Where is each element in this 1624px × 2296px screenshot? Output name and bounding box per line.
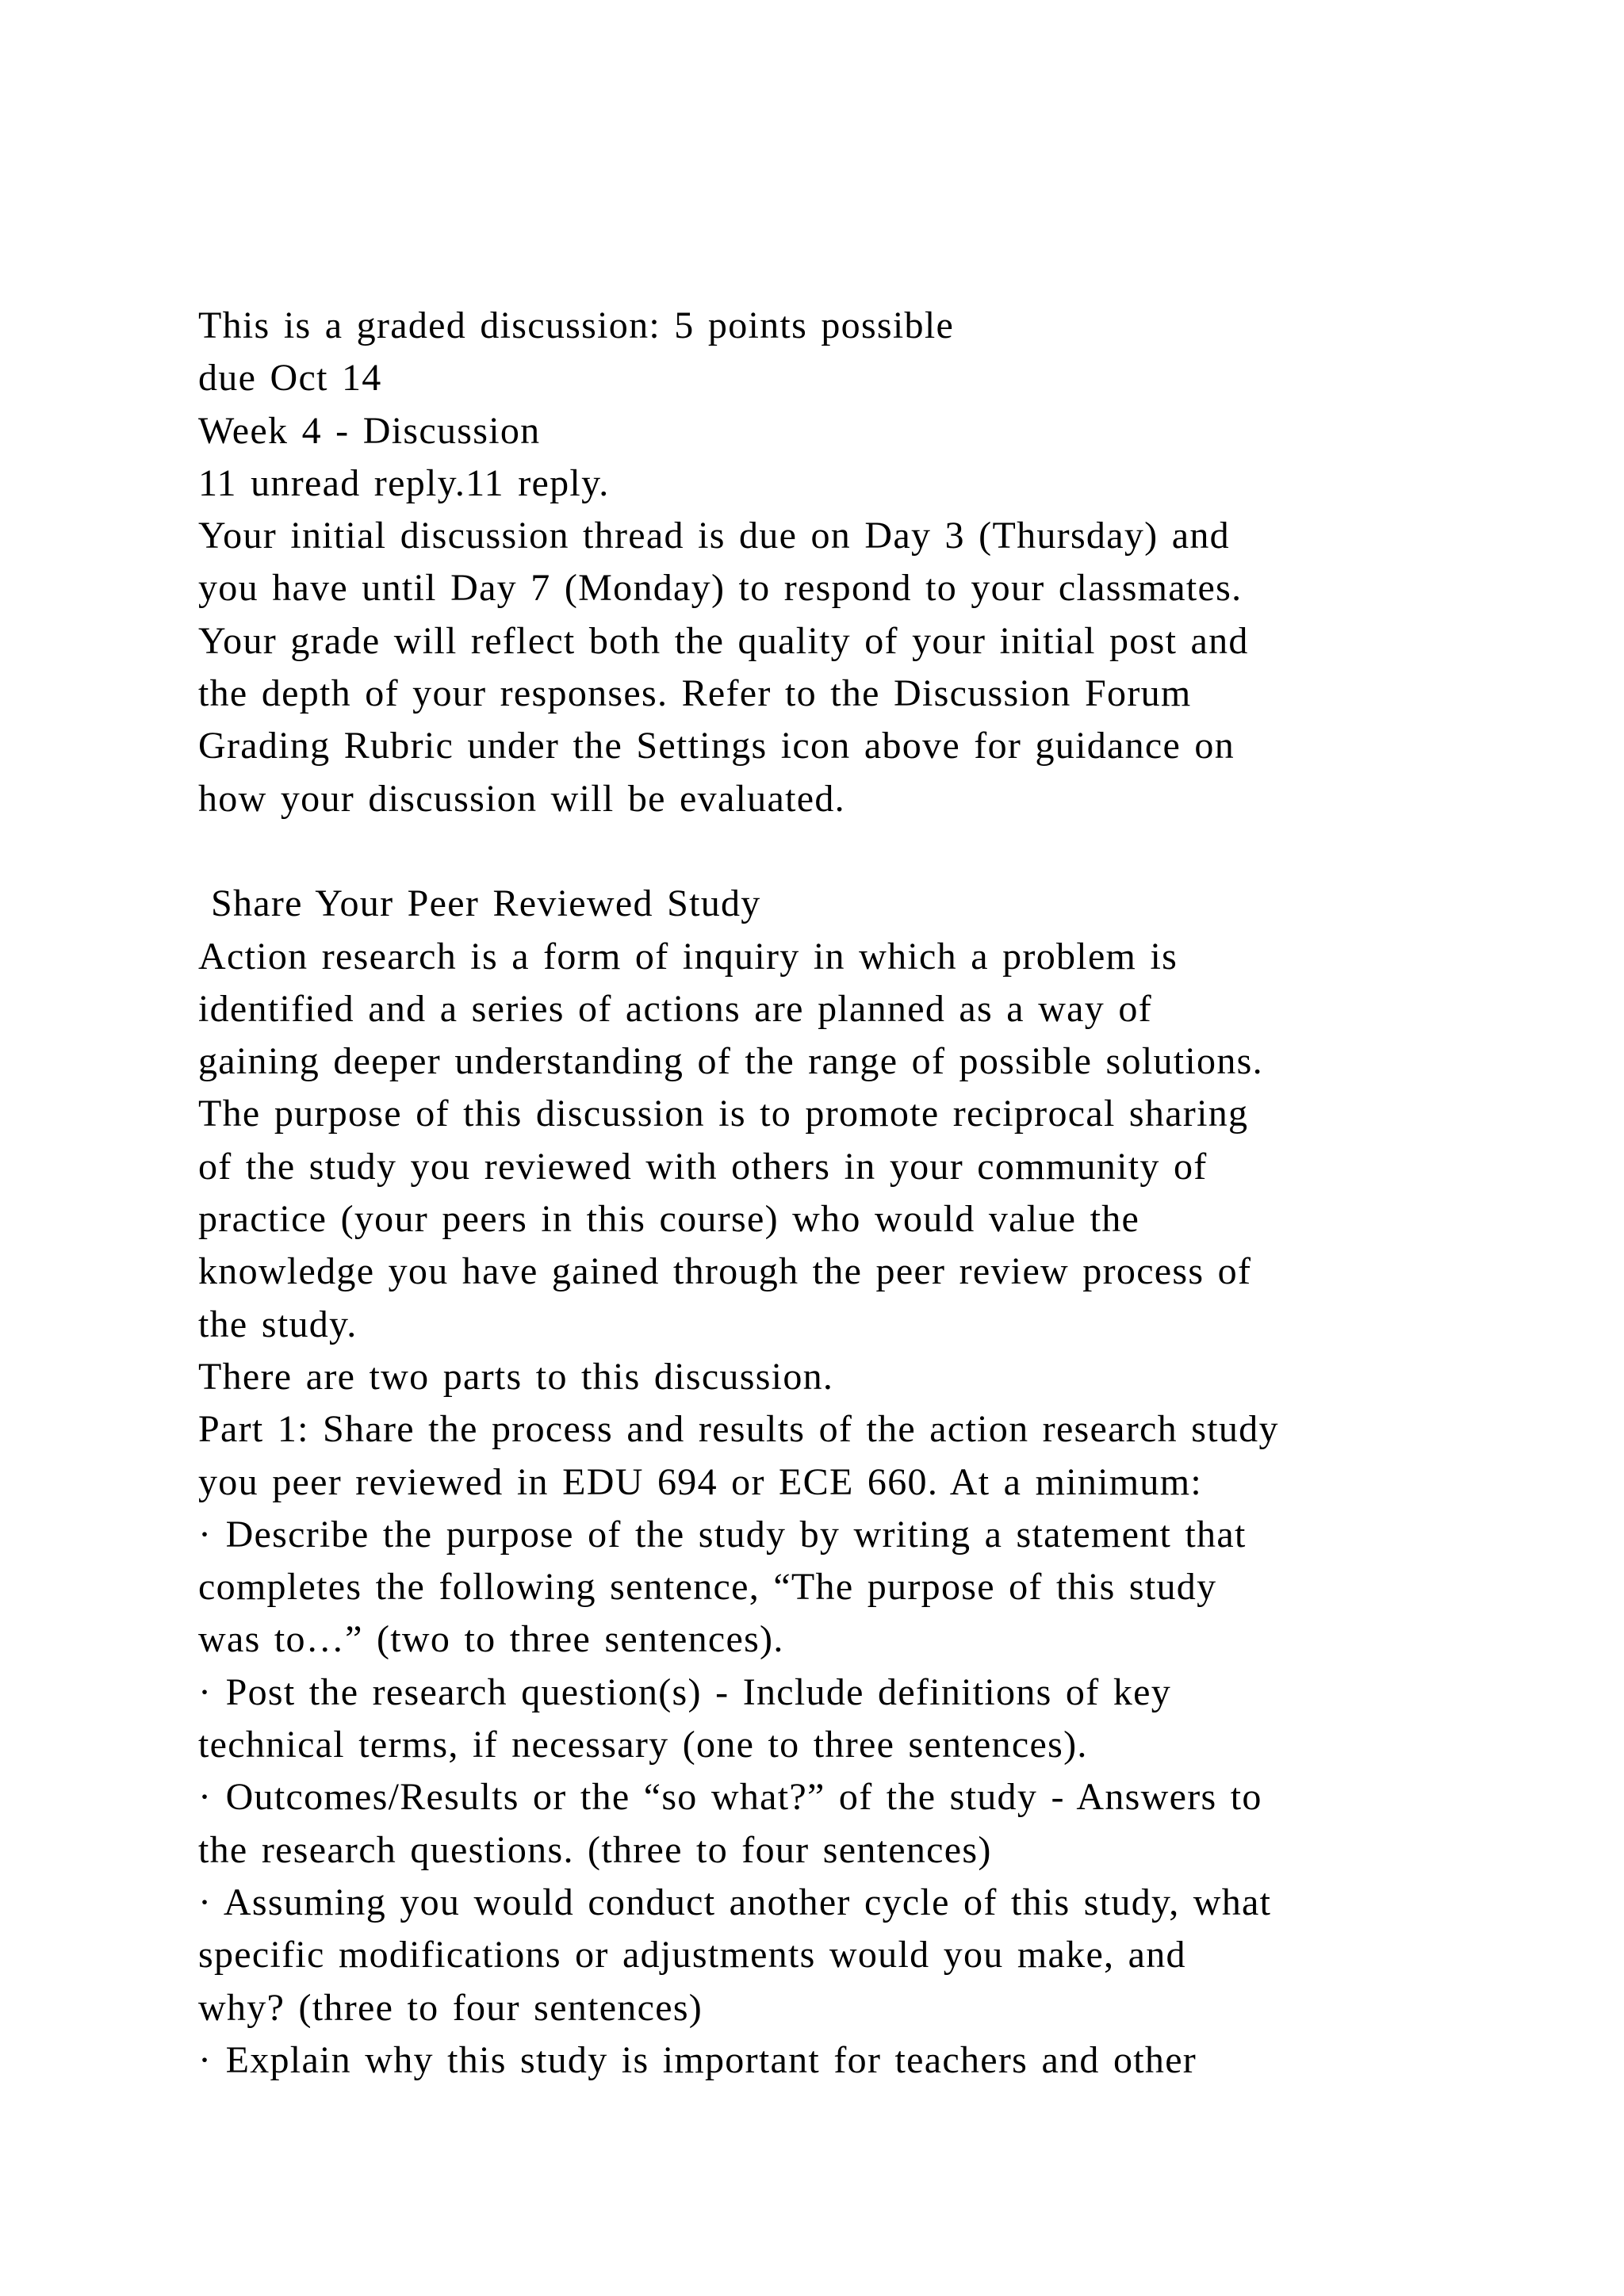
text-line: The purpose of this discussion is to promote reciprocal sharing xyxy=(198,1093,1249,1135)
reply-count: 11 unread reply.11 reply. xyxy=(198,461,610,504)
graded-discussion-line: This is a graded discussion: 5 points possible xyxy=(198,304,955,346)
bullet-item: · Post the research question(s) - Include definitions of key xyxy=(198,1670,1172,1713)
text-line: how your discussion will be evaluated. xyxy=(198,777,845,820)
text-line: Action research is a form of inquiry in which a problem is xyxy=(198,935,1178,978)
text-line: There are two parts to this discussion. xyxy=(198,1355,834,1398)
text-line: Grading Rubric under the Settings icon above for guidance on xyxy=(198,725,1235,767)
text-line: you have until Day 7 (Monday) to respond to your classmates. xyxy=(198,567,1243,610)
due-date: due Oct 14 xyxy=(198,357,382,400)
intro-paragraph xyxy=(198,510,1546,825)
text-line: Your grade will reflect both the quality of your initial post and xyxy=(198,619,1249,662)
text-line: identified and a series of actions are planned as a way of xyxy=(198,987,1152,1030)
bullet-item: · Assuming you would conduct another cycle of this study, what xyxy=(198,1881,1272,1923)
text-line: of the study you reviewed with others in your community of xyxy=(198,1145,1208,1188)
body-text xyxy=(198,931,1546,2087)
text-line: technical terms, if necessary (one to three sentences). xyxy=(198,1724,1088,1766)
bullet-item: · Outcomes/Results or the “so what?” of the study - Answers to xyxy=(198,1776,1262,1819)
section-title: Share Your Peer Reviewed Study xyxy=(211,882,761,925)
text-line: the research questions. (three to four sentences) xyxy=(198,1828,992,1871)
text-line: practice (your peers in this course) who would value the xyxy=(198,1198,1140,1241)
text-line: why? (three to four sentences) xyxy=(198,1986,703,2029)
text-line: completes the following sentence, “The purpose of this study xyxy=(198,1566,1217,1609)
document-page xyxy=(198,300,1546,2087)
discussion-title: Week 4 - Discussion xyxy=(198,409,541,452)
bullet-item: · Describe the purpose of the study by writing a statement that xyxy=(198,1513,1247,1556)
text-line: gaining deeper understanding of the range of possible solutions. xyxy=(198,1040,1263,1083)
text-line: knowledge you have gained through the peer review process of xyxy=(198,1250,1252,1293)
paragraph-spacer xyxy=(198,825,1546,878)
text-line: the depth of your responses. Refer to the Discussion Forum xyxy=(198,672,1192,715)
bullet-item: · Explain why this study is important for teachers and other xyxy=(198,2038,1197,2081)
part-1-heading: Part 1: Share the process and results of the action research study xyxy=(198,1408,1279,1451)
text-line: specific modifications or adjustments would you make, and xyxy=(198,1934,1186,1976)
text-line: was to…” (two to three sentences). xyxy=(198,1618,784,1661)
text-line: the study. xyxy=(198,1303,358,1345)
text-line: you peer reviewed in EDU 694 or ECE 660. At a minimum: xyxy=(198,1460,1202,1503)
text-line: Your initial discussion thread is due on Day 3 (Thursday) and xyxy=(198,515,1230,557)
